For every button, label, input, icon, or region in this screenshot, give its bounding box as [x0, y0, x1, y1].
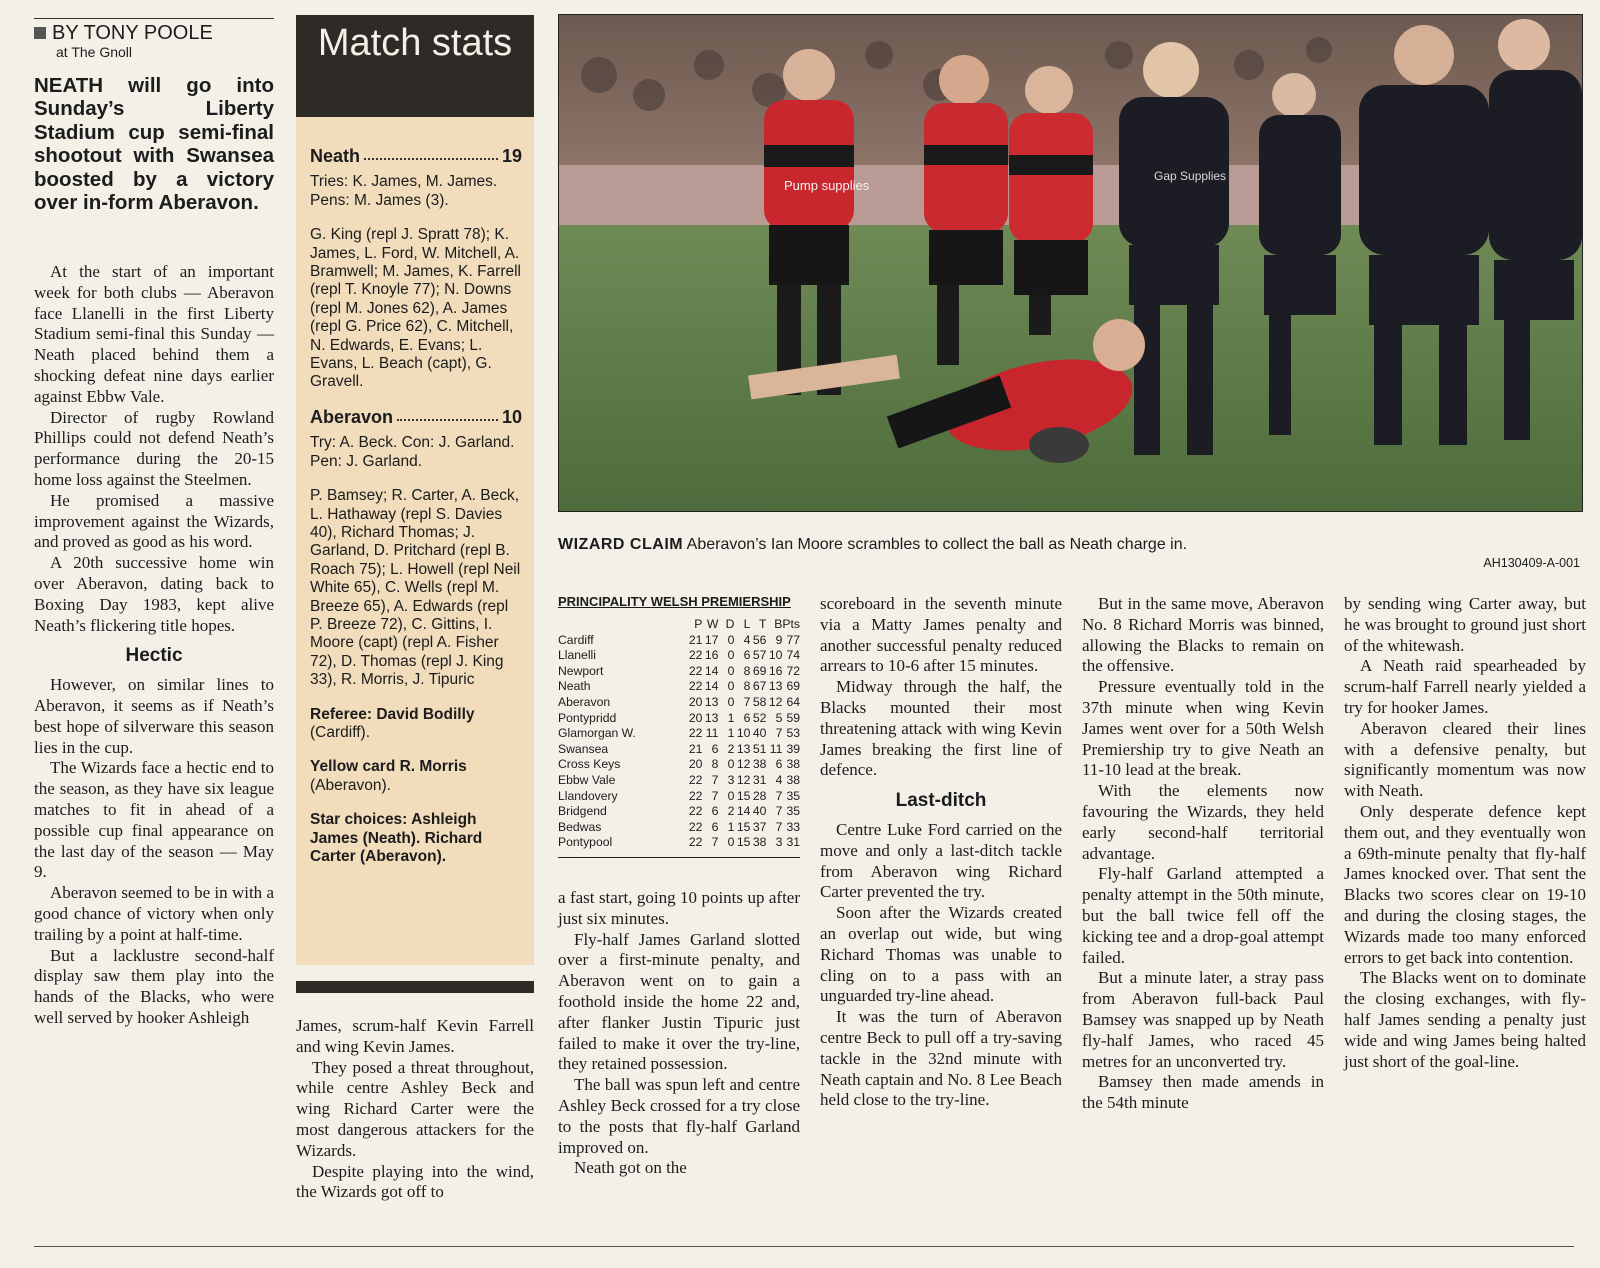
- league-team-name: Aberavon: [558, 694, 611, 709]
- league-cell: 4: [743, 632, 751, 647]
- league-cell: 20: [688, 710, 703, 725]
- league-cell: 8: [711, 757, 719, 772]
- league-cell: 64: [786, 694, 800, 709]
- league-team-name: Bridgend: [558, 804, 607, 819]
- neath-lineup: G. King (repl J. Spratt 78); K. James, L. Ford, W. Mitchell, A. Bramwell; M. James, K. Farrell (repl T. Knoyle 77); N. Downs (repl M. Jones 62), A. James (repl G. Price 62), C. Mitchell, N. Edwards, E. Evans; L. Evans, L. Beach (capt), G. Gravell.: [310, 226, 522, 391]
- neath-scorers: Tries: K. James, M. James. Pens: M. James (3).: [310, 173, 498, 209]
- league-cell: 37: [752, 819, 767, 834]
- paragraph: Midway through the half, the Blacks mounted their most threatening attack with wing Kevin James breaking the first line of defence.: [820, 677, 1062, 780]
- referee-label: Referee: David Bodilly: [310, 705, 475, 723]
- league-cell: 22: [688, 788, 703, 803]
- league-cell: 12: [736, 757, 751, 772]
- league-cell: 7: [711, 835, 719, 850]
- paragraph: Fly-half Garland attempted a penalty attempt in the 50th minute, but the ball twice fell off the kicking tee and a drop-goal attempt failed.: [1082, 864, 1324, 967]
- league-cell: 2: [727, 804, 735, 819]
- neath-team-name: Neath: [310, 146, 361, 166]
- league-cell: 59: [786, 710, 800, 725]
- league-cell: 51: [752, 741, 767, 756]
- league-cell: 11: [769, 741, 783, 756]
- league-cell: 0: [727, 757, 735, 772]
- shirt-sponsor-text: Pump supplies: [784, 178, 870, 193]
- league-cell: 53: [786, 726, 800, 741]
- league-cell: 8: [743, 663, 751, 678]
- league-cell: 12: [768, 694, 783, 709]
- league-team-name: Newport: [558, 663, 604, 678]
- league-cell: 56: [752, 632, 767, 647]
- paragraph: Soon after the Wizards created an overlap out wide, but wing Richard Thomas was unable to cling on to a pass with an unguarded try-line ahead.: [820, 903, 1062, 1006]
- article-column-4: [820, 594, 1062, 1111]
- referee: [310, 706, 522, 743]
- paragraph: Aberavon seemed to be in with a good chance of victory when only trailing by a point at half-time.: [34, 883, 274, 944]
- league-cell: 13: [736, 741, 751, 756]
- header-l: L: [743, 617, 751, 631]
- league-cell: 1: [727, 726, 735, 741]
- league-cell: 0: [727, 663, 735, 678]
- league-cell: 28: [752, 788, 767, 803]
- header-w: W: [706, 617, 719, 631]
- league-table-row: [558, 835, 800, 851]
- byline-name-row: [34, 22, 274, 44]
- star-choices-text: Star choices: Ashleigh James (Neath). Richard Carter (Aberavon).: [310, 811, 483, 865]
- league-cell: 7: [711, 788, 719, 803]
- league-cell: 38: [786, 757, 800, 772]
- paragraph: Pressure eventually told in the 37th minute when wing Kevin James went over for a 50th Welsh Premiership try to give Neath an 11-10 lead at the break.: [1082, 677, 1324, 780]
- rugby-photo-illustration: [559, 15, 1582, 511]
- league-cell: 22: [688, 648, 703, 663]
- league-cell: 1: [727, 710, 735, 725]
- league-cell: 6: [743, 648, 751, 663]
- league-cell: 6: [711, 741, 719, 756]
- league-cell: 38: [752, 757, 767, 772]
- league-cell: 69: [752, 663, 767, 678]
- paragraph: by sending wing Carter away, but he was brought to ground just short of the whitewash.: [1344, 594, 1586, 655]
- league-cell: 35: [786, 788, 800, 803]
- league-cell: 15: [736, 819, 751, 834]
- league-cell: 13: [768, 679, 783, 694]
- league-cell: 0: [727, 632, 735, 647]
- league-cell: 69: [786, 679, 800, 694]
- league-cell: 52: [752, 710, 767, 725]
- league-cell: 3: [727, 772, 735, 787]
- league-table-row: [558, 742, 800, 758]
- byline-location: at The Gnoll: [56, 44, 133, 60]
- article-column-1: [34, 262, 274, 1029]
- star-choices: [310, 811, 522, 866]
- league-table-body: [558, 633, 800, 851]
- paragraph: With the elements now favouring the Wizards, they held early second-half territorial advantage.: [1082, 781, 1324, 863]
- aberavon-score: 10: [501, 406, 522, 427]
- league-team-name: Llanelli: [558, 648, 596, 663]
- byline-rule: [34, 18, 274, 19]
- paragraph: Fly-half James Garland slotted over a first-minute penalty, and Aberavon went on to gain a foothold inside the home 22 and, after flanker Justin Tipuric just failed to make it over the try-line, they retained possession.: [558, 929, 800, 1074]
- league-table-row: [558, 820, 800, 836]
- league-team-name: Ebbw Vale: [558, 772, 616, 787]
- league-team-name: Cardiff: [558, 632, 594, 647]
- league-team-name: Glamorgan W.: [558, 726, 636, 741]
- league-cell: 9: [775, 632, 783, 647]
- neath-score-line: [310, 147, 522, 165]
- league-cell: 8: [743, 679, 751, 694]
- league-cell: 7: [743, 694, 751, 709]
- league-cell: 2: [727, 741, 735, 756]
- byline-name: BY TONY POOLE: [52, 22, 213, 44]
- league-cell: 7: [775, 726, 783, 741]
- paragraph: They posed a threat throughout, while centre Ashley Beck and wing Richard Carter were the most dangerous attackers for the Wizards.: [296, 1057, 534, 1160]
- league-cell: 22: [688, 804, 703, 819]
- league-table: [558, 594, 800, 858]
- league-cell: 14: [704, 679, 719, 694]
- league-cell: 1: [727, 819, 735, 834]
- league-cell: 77: [786, 632, 800, 647]
- league-cell: 7: [711, 772, 719, 787]
- league-cell: 21: [688, 632, 703, 647]
- caption-label: WIZARD CLAIM: [558, 536, 684, 553]
- match-stats-heading: Match stats: [296, 15, 534, 117]
- league-cell: 16: [704, 648, 719, 663]
- league-cell: 12: [736, 772, 751, 787]
- league-cell: 74: [786, 648, 800, 663]
- league-cell: 0: [727, 835, 735, 850]
- league-team-name: Bedwas: [558, 819, 602, 834]
- league-cell: 11: [705, 726, 719, 741]
- paragraph: James, scrum-half Kevin Farrell and wing Kevin James.: [296, 1016, 534, 1056]
- paragraph: A 20th successive home win over Aberavon, dating back to Boxing Day 1983, kept alive Neath’s flickering title hopes.: [34, 553, 274, 635]
- paragraph: However, on similar lines to Aberavon, it seems as if Neath’s best hope of silverware this season lies in the cup.: [34, 675, 274, 757]
- league-cell: 10: [736, 726, 751, 741]
- league-cell: 31: [786, 835, 800, 850]
- league-cell: 15: [736, 835, 751, 850]
- header-t: T: [758, 617, 767, 631]
- paragraph: Neath got on the: [574, 1158, 687, 1178]
- league-team-name: Pontypool: [558, 835, 613, 850]
- caption-text: Aberavon’s Ian Moore scrambles to collect the ball as Neath charge in.: [686, 536, 1188, 553]
- paragraph: But in the same move, Aberavon No. 8 Richard Morris was binned, allowing the Blacks to remain on the offensive.: [1082, 594, 1324, 676]
- paragraph: Centre Luke Ford carried on the move and only a last-ditch tackle from Aberavon wing Richard Carter prevented the try.: [820, 819, 1062, 902]
- yellow-card: [310, 758, 522, 795]
- league-cell: 39: [786, 741, 800, 756]
- photo-reference: AH130409-A-001: [1483, 556, 1580, 570]
- paragraph: The ball was spun left and centre Ashley Beck crossed for a try close to the posts that fly-half Garland improved on.: [558, 1075, 800, 1157]
- league-cell: 40: [752, 726, 767, 741]
- leader-dots: [397, 408, 498, 421]
- neath-score: 19: [501, 146, 522, 166]
- league-cell: 35: [786, 804, 800, 819]
- league-cell: 38: [752, 835, 767, 850]
- league-cell: 67: [752, 679, 767, 694]
- aberavon-score-line: [310, 408, 522, 426]
- paragraph: scoreboard in the seventh minute via a Matty James penalty and another successful penalty reduced arrears to 10-6 after 15 minutes.: [820, 594, 1062, 676]
- aberavon-lineup: P. Bamsey; R. Carter, A. Beck, L. Hathaway (repl S. Davies 40), Richard Thomas; J. Garland, D. Pritchard (repl B. Roach 75); L. Howell (repl Neil White 65), C. Wells (repl M. Breeze 65), A. Edwards (repl P. Breeze 72), C. Gittins, I. Moore (capt) (repl A. Fisher 72), D. Thomas (repl J. King 33), R. Morris, J. Tipuric: [310, 487, 521, 689]
- league-cell: 0: [727, 694, 735, 709]
- page-bottom-rule: [34, 1246, 1574, 1247]
- league-cell: 13: [704, 694, 719, 709]
- league-table-row: [558, 648, 800, 664]
- paragraph: Despite playing into the wind, the Wizards got off to: [296, 1161, 534, 1202]
- article-column-5: [1082, 594, 1324, 1114]
- referee-club: (Cardiff).: [310, 723, 371, 741]
- league-cell: 31: [752, 772, 767, 787]
- league-table-grid: [558, 617, 800, 851]
- league-table-header-row: [558, 617, 800, 633]
- league-cell: 40: [752, 804, 767, 819]
- paragraph: a fast start, going 10 points up after just six minutes.: [558, 888, 800, 928]
- paragraph: Only desperate defence kept them out, and they eventually won a 69th-minute penalty that fly-half James knocked over. That sent the Blacks two scores clear on 19-10 and during the closing stages, the Wizards made too many enforced errors to get back into contention.: [1344, 801, 1586, 967]
- league-cell: 57: [752, 648, 767, 663]
- league-cell: 17: [704, 632, 719, 647]
- league-cell: 72: [786, 663, 800, 678]
- paragraph: Aberavon cleared their lines with a defensive penalty, but significantly momentum was now with Neath.: [1344, 718, 1586, 801]
- league-table-row: [558, 773, 800, 789]
- photo-caption: [558, 536, 1581, 554]
- match-stats-box: [296, 117, 534, 965]
- header-team: [558, 617, 686, 633]
- article-column-2: [296, 1016, 534, 1203]
- shirt-sponsor-text-2: Gap Supplies: [1154, 169, 1227, 183]
- league-table-row: [558, 633, 800, 649]
- header-pts: Pts: [782, 617, 800, 631]
- paragraph: But a lacklustre second-half display saw them play into the hands of the Blacks, who were well served by hooker Ashleigh: [34, 945, 274, 1027]
- league-cell: 21: [688, 741, 703, 756]
- league-table-row: [558, 789, 800, 805]
- league-cell: 14: [736, 804, 751, 819]
- league-table-rule: [558, 857, 800, 858]
- league-cell: 33: [786, 819, 800, 834]
- paragraph: The Wizards face a hectic end to the season, as they have six league matches to fit in ahead of a possible cup final appearance on the last day of the season — May 9.: [34, 758, 274, 882]
- league-table-row: [558, 664, 800, 680]
- league-cell: 6: [775, 757, 783, 772]
- aberavon-team-name: Aberavon: [310, 406, 394, 427]
- paragraph: But a minute later, a stray pass from Aberavon full-back Paul Bamsey was snapped up by Neath fly-half James, who raced 45 metres for an unconverted try.: [1082, 968, 1324, 1071]
- league-cell: 22: [688, 726, 703, 741]
- paragraph: At the start of an important week for both clubs — Aberavon face Llanelli in the first Liberty Stadium semi-final this Sunday — Neath placed behind them a shocking defeat nine days earlier against Ebbw Vale.: [34, 262, 274, 406]
- league-cell: 0: [727, 788, 735, 803]
- byline: [34, 18, 274, 60]
- bullet-square-icon: [34, 27, 46, 39]
- league-table-row: [558, 804, 800, 820]
- article-column-6: [1344, 594, 1586, 1072]
- rugby-match-photo: [558, 14, 1583, 512]
- league-cell: 20: [688, 694, 703, 709]
- league-cell: 10: [768, 648, 783, 663]
- league-cell: 7: [775, 819, 783, 834]
- league-table-title: PRINCIPALITY WELSH PREMIERSHIP: [558, 594, 791, 609]
- paragraph: The Blacks went on to dominate the closing exchanges, with fly-half James sending a penalty just wide and wing James being halted just short of the goal-line.: [1344, 968, 1586, 1071]
- aberavon-scorers: Try: A. Beck. Con: J. Garland. Pen: J. Garland.: [310, 434, 515, 470]
- league-table-row: [558, 695, 800, 711]
- article-column-3: [558, 888, 800, 1179]
- league-team-name: Neath: [558, 679, 591, 694]
- league-cell: 22: [688, 835, 703, 850]
- league-cell: 22: [688, 663, 703, 678]
- league-team-name: Swansea: [558, 741, 609, 756]
- league-team-name: Cross Keys: [558, 757, 621, 772]
- article-lead: NEATH will go into Sunday’s Liberty Stadium cup semi-final shootout with Swansea boosted by a victory over in-form Aberavon.: [34, 74, 274, 215]
- league-cell: 13: [704, 710, 719, 725]
- league-cell: 22: [688, 772, 703, 787]
- league-cell: 14: [704, 663, 719, 678]
- league-cell: 16: [768, 663, 783, 678]
- league-team-name: Pontypridd: [558, 710, 617, 725]
- league-table-row: [558, 757, 800, 773]
- league-cell: 7: [775, 804, 783, 819]
- league-table-row: [558, 726, 800, 742]
- league-table-row: [558, 679, 800, 695]
- yellow-card-club: (Aberavon).: [310, 776, 391, 794]
- paragraph: Director of rugby Rowland Phillips could not defend Neath’s performance during the 20-15 home loss against the Steelmen.: [34, 407, 274, 489]
- league-cell: 15: [736, 788, 751, 803]
- league-cell: 0: [727, 679, 735, 694]
- header-b: B: [774, 617, 783, 631]
- paragraph: A Neath raid spearheaded by scrum-half Farrell nearly yielded a try for hooker James.: [1344, 656, 1586, 717]
- league-table-row: [558, 711, 800, 727]
- league-cell: 6: [711, 819, 719, 834]
- league-team-name: Llandovery: [558, 788, 618, 803]
- league-cell: 6: [711, 804, 719, 819]
- header-d: D: [725, 617, 735, 631]
- subheading-last-ditch: Last-ditch: [895, 790, 987, 812]
- yellow-card-label: Yellow card R. Morris: [310, 758, 467, 776]
- league-cell: 38: [786, 772, 800, 787]
- league-cell: 7: [775, 788, 783, 803]
- league-cell: 6: [743, 710, 751, 725]
- leader-dots: [364, 147, 498, 160]
- paragraph: It was the turn of Aberavon centre Beck to pull off a try-saving tackle in the 32nd minute with Neath captain and No. 8 Lee Beach held close to the try-line.: [820, 1007, 1062, 1110]
- subheading-hectic: Hectic: [125, 645, 183, 667]
- match-stats-footer-bar: [296, 981, 534, 993]
- league-cell: 22: [688, 679, 703, 694]
- league-cell: 3: [775, 835, 783, 850]
- league-cell: 20: [688, 757, 703, 772]
- league-cell: 4: [775, 772, 783, 787]
- paragraph: He promised a massive improvement against the Wizards, and proved as good as his word.: [34, 490, 274, 552]
- league-cell: 0: [727, 648, 735, 663]
- header-p: P: [694, 617, 703, 631]
- league-cell: 58: [752, 694, 767, 709]
- league-cell: 22: [688, 819, 703, 834]
- paragraph: Bamsey then made amends in the 54th minute: [1082, 1072, 1324, 1113]
- league-cell: 5: [775, 710, 783, 725]
